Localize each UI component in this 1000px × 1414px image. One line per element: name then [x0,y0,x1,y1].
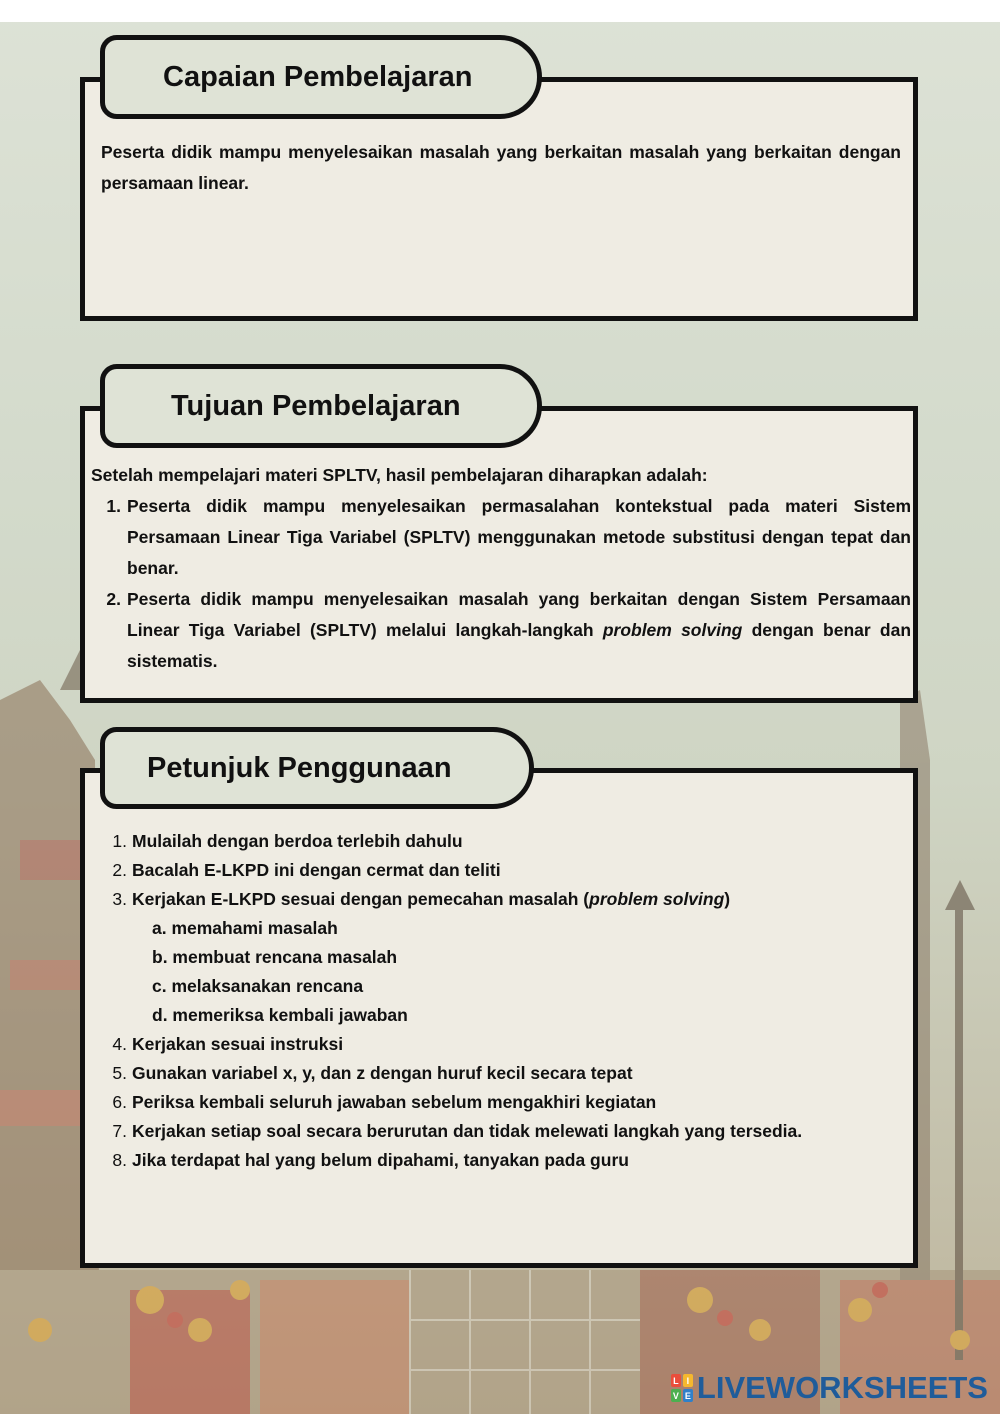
petunjuk-item-text: Kerjakan E-LKPD sesuai dengan pemecahan masalah ( [132,889,590,909]
petunjuk-item-text: Gunakan variabel x, y, dan z dengan huruf kecil secara tepat [132,1063,633,1083]
capaian-body: Peserta didik mampu menyelesaikan masalah yang berkaitan masalah yang berkaitan dengan persamaan linear. [101,142,901,193]
liveworksheets-logo-text: LIVEWORKSHEETS [696,1370,988,1405]
petunjuk-item-text-end: ) [724,889,731,909]
capaian-title-tab [100,35,542,119]
tujuan-list [91,491,911,677]
petunjuk-list-cont [96,1030,896,1175]
tujuan-item [91,584,911,677]
petunjuk-item-number: 7. [112,1121,127,1141]
logo-mark-letter: E [684,1390,691,1401]
tujuan-intro: Setelah mempelajari materi SPLTV, hasil pembelajaran diharapkan adalah: [91,465,708,485]
tujuan-item-italic: problem solving [602,620,743,640]
liveworksheets-logo-icon [671,1374,693,1402]
tujuan-title-tab [100,364,542,448]
tujuan-item-text: Peserta didik mampu menyelesaikan permasalahan kontekstual pada materi Sistem Persamaan Linear Tiga Variabel (SPLTV) menggunakan metode substitusi dengan tepat dan benar. [127,496,911,578]
petunjuk-title-tab [100,727,534,809]
petunjuk-item-text: Jika terdapat hal yang belum dipahami, tanyakan pada guru [132,1150,629,1170]
petunjuk-item-number: 5. [112,1063,127,1083]
petunjuk-item-number: 3. [112,889,127,909]
tujuan-item-text-end: dengan benar dan sistematis. [127,620,912,671]
petunjuk-item [96,1146,896,1175]
tujuan-title: Tujuan Pembelajaran [171,389,461,422]
petunjuk-item [96,856,896,885]
logo-mark-letter: L [671,1374,681,1387]
tujuan-item-text: Peserta didik mampu menyelesaikan masalah yang berkaitan dengan Sistem Persamaan Linear Tiga Variabel (SPLTV) melalui langkah-langkah [127,589,911,640]
petunjuk-item-text: Kerjakan sesuai instruksi [132,1034,344,1054]
petunjuk-subitem: a. memahami masalah [152,918,338,938]
petunjuk-item [96,885,896,914]
petunjuk-sublist [96,914,896,1030]
petunjuk-title: Petunjuk Penggunaan [147,751,452,784]
tujuan-item-number: 2. [106,589,121,609]
petunjuk-item-number: 8. [112,1150,127,1170]
petunjuk-item-text: Bacalah E-LKPD ini dengan cermat dan teliti [132,860,501,880]
capaian-title: Capaian Pembelajaran [163,60,473,93]
petunjuk-item-number: 6. [112,1092,127,1112]
petunjuk-subitem: d. memeriksa kembali jawaban [152,1005,408,1025]
petunjuk-subitem: c. melaksanakan rencana [152,976,364,996]
petunjuk-item-text: Kerjakan setiap soal secara berurutan dan tidak melewati langkah yang tersedia. [132,1121,803,1141]
petunjuk-item-number: 4. [112,1034,127,1054]
petunjuk-item [96,1117,896,1146]
petunjuk-content [96,827,896,1175]
petunjuk-item [96,1059,896,1088]
tujuan-item [91,491,911,584]
petunjuk-item-number: 1. [112,831,127,851]
petunjuk-item-number: 2. [112,860,127,880]
petunjuk-item [96,1030,896,1059]
tujuan-item-number: 1. [106,496,121,516]
petunjuk-item-italic: problem solving [589,889,725,909]
liveworksheets-logo[interactable] [671,1370,988,1406]
petunjuk-item [96,1088,896,1117]
petunjuk-item-text: Periksa kembali seluruh jawaban sebelum mengakhiri kegiatan [132,1092,657,1112]
logo-mark-letter: V [672,1390,679,1401]
petunjuk-item [96,827,896,856]
logo-mark-letter: I [683,1374,693,1387]
petunjuk-item-text: Mulailah dengan berdoa terlebih dahulu [132,831,463,851]
petunjuk-subitem: b. membuat rencana masalah [152,947,398,967]
tujuan-content [91,460,911,677]
petunjuk-list [96,827,896,914]
